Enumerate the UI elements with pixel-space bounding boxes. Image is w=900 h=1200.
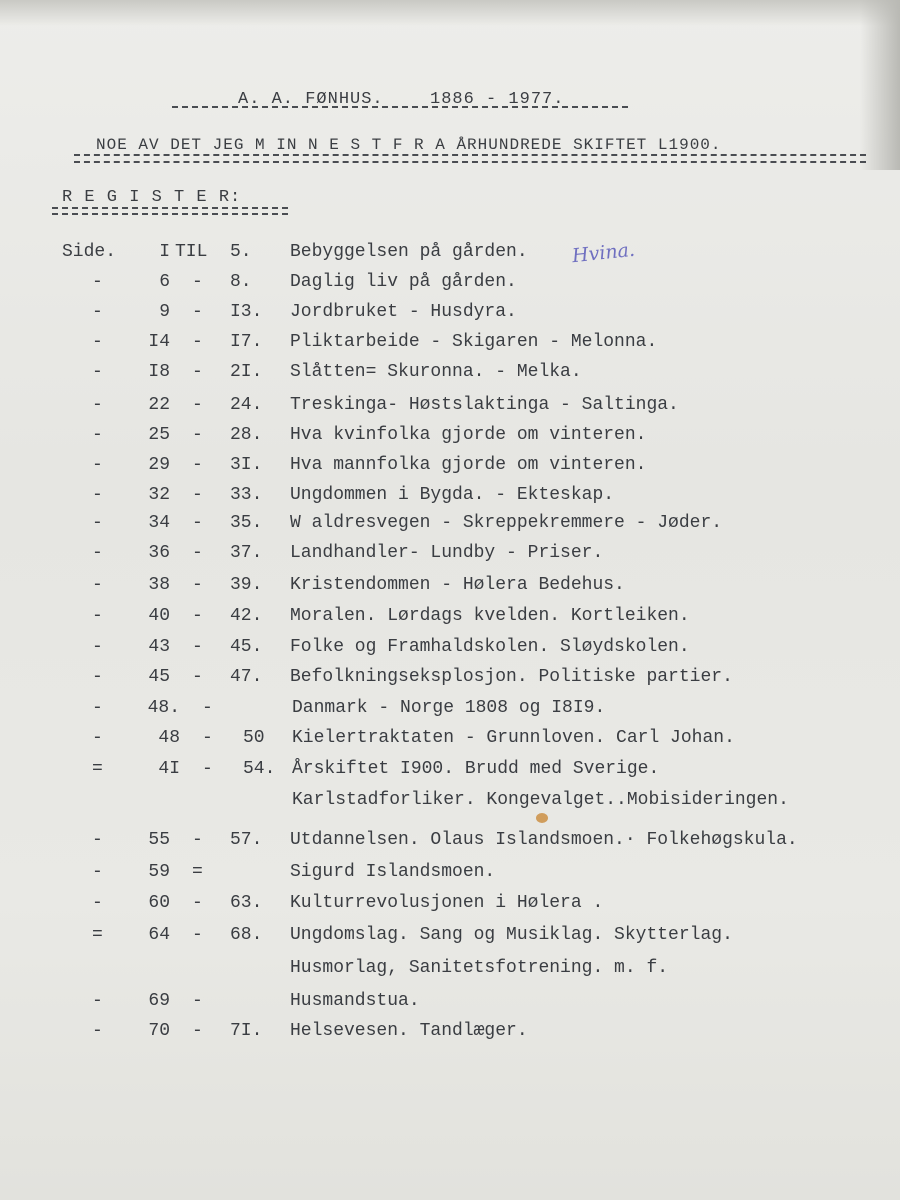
entry-from-page: 70	[148, 1021, 170, 1041]
entry-topic: Hva mannfolka gjorde om vinteren.	[290, 455, 647, 475]
entry-topic: Ungdommen i Bygda. - Ekteskap.	[290, 485, 615, 505]
entry-to-page: 50	[243, 728, 265, 748]
entry-to-page: 63.	[230, 893, 263, 913]
entry-separator: -	[202, 728, 213, 748]
register-entry	[0, 637, 900, 667]
entry-topic: Hva kvinfolka gjorde om vinteren.	[290, 425, 647, 445]
entry-prefix: -	[92, 513, 103, 533]
register-entry	[0, 332, 900, 362]
register-entry	[0, 1021, 900, 1051]
register-entry	[0, 575, 900, 605]
entry-to-page: 35.	[230, 513, 263, 533]
entry-prefix: -	[92, 455, 103, 475]
entry-topic: Folke og Framhaldskolen. Sløydskolen.	[290, 637, 690, 657]
entry-prefix: -	[92, 1021, 103, 1041]
entry-prefix: =	[92, 925, 103, 945]
entry-prefix: -	[92, 893, 103, 913]
entry-separator: -	[192, 606, 203, 626]
entry-from-page: I8	[148, 362, 170, 382]
register-entry	[0, 362, 900, 392]
entry-prefix: =	[92, 759, 103, 779]
entry-topic: Kulturrevolusjonen i Hølera .	[290, 893, 604, 913]
entry-separator: -	[192, 830, 203, 850]
entry-from-page: 29	[148, 455, 170, 475]
register-underline-double	[52, 213, 288, 215]
register-entry	[0, 302, 900, 332]
entry-separator: -	[192, 637, 203, 657]
register-underline	[52, 207, 288, 209]
register-entry	[0, 698, 900, 728]
entry-to-page: 7I.	[230, 1021, 263, 1041]
entry-separator: -	[192, 667, 203, 687]
entry-to-page: I3.	[230, 302, 263, 322]
entry-from-page: 43	[148, 637, 170, 657]
register-entry	[0, 893, 900, 923]
entry-topic: Landhandler- Lundby - Priser.	[290, 543, 604, 563]
entry-from-page: 25	[148, 425, 170, 445]
entry-topic: Befolkningseksplosjon. Politiske partier.	[290, 667, 733, 687]
register-entry	[0, 543, 900, 573]
register-entry	[0, 925, 900, 955]
header-underline-1	[172, 106, 628, 108]
entry-from-page: 69	[148, 991, 170, 1011]
entry-separator: -	[192, 925, 203, 945]
entry-prefix: -	[92, 991, 103, 1011]
page-shadow-right	[860, 0, 900, 170]
entry-topic: Treskinga- Høstslaktinga - Saltinga.	[290, 395, 679, 415]
entry-from-page: 4I	[158, 759, 180, 779]
entry-to-page: 8.	[230, 272, 252, 292]
entry-prefix: -	[92, 667, 103, 687]
register-entry	[0, 991, 900, 1021]
entry-topic: Ungdomslag. Sang og Musiklag. Skytterlag.	[290, 925, 733, 945]
entry-prefix: -	[92, 862, 103, 882]
entry-from-page: 55	[148, 830, 170, 850]
register-entry	[0, 242, 900, 272]
entry-topic: Sigurd Islandsmoen.	[290, 862, 496, 882]
entry-from-page: 40	[148, 606, 170, 626]
entry-prefix: Side.	[62, 242, 117, 262]
entry-topic: Danmark - Norge 1808 og I8I9.	[292, 698, 606, 718]
entry-separator: =	[192, 862, 203, 882]
entry-to-page: 57.	[230, 830, 263, 850]
handwritten-note: Hvina.	[571, 238, 636, 268]
entry-prefix: -	[92, 606, 103, 626]
entry-separator: -	[202, 759, 213, 779]
entry-prefix: -	[92, 302, 103, 322]
entry-to-page: I7.	[230, 332, 263, 352]
entry-separator: -	[192, 455, 203, 475]
entry-from-page: 38	[148, 575, 170, 595]
entry-prefix: -	[92, 830, 103, 850]
entry-to-page: 54.	[243, 759, 276, 779]
entry-from-page: 22	[148, 395, 170, 415]
entry-to-page: 28.	[230, 425, 263, 445]
entry-separator: -	[192, 485, 203, 505]
register-entry	[0, 513, 900, 543]
register-entry	[0, 759, 900, 789]
entry-from-page: I4	[148, 332, 170, 352]
register-entry	[0, 728, 900, 758]
entry-separator: -	[192, 991, 203, 1011]
entry-prefix: -	[92, 362, 103, 382]
entry-from-page: 45	[148, 667, 170, 687]
register-heading: R E G I S T E R:	[62, 188, 242, 207]
entry-topic: Kielertraktaten - Grunnloven. Carl Johan.	[292, 728, 735, 748]
entry-from-page: 6	[159, 272, 170, 292]
entry-separator: -	[192, 1021, 203, 1041]
entry-topic: Helsevesen. Tandlæger.	[290, 1021, 528, 1041]
author-name: A. A. FØNHUS.	[238, 90, 384, 109]
entry-topic: Karlstadforliker. Kongevalget..Mobisideringen.	[292, 790, 789, 810]
entry-prefix: -	[92, 728, 103, 748]
entry-separator: -	[192, 513, 203, 533]
entry-prefix: -	[92, 575, 103, 595]
entry-topic: Kristendommen - Hølera Bedehus.	[290, 575, 625, 595]
entry-topic: Slåtten= Skuronna. - Melka.	[290, 362, 582, 382]
entry-topic: Daglig liv på gården.	[290, 272, 517, 292]
entry-separator: -	[192, 425, 203, 445]
entry-topic: Moralen. Lørdags kvelden. Kortleiken.	[290, 606, 690, 626]
entry-prefix: -	[92, 698, 103, 718]
entry-topic: Utdannelsen. Olaus Islandsmoen.· Folkehøgskula.	[290, 830, 798, 850]
entry-from-page: 60	[148, 893, 170, 913]
entry-prefix: -	[92, 425, 103, 445]
entry-to-page: 5.	[230, 242, 252, 262]
entry-to-page: 3I.	[230, 455, 263, 475]
entry-separator: -	[192, 575, 203, 595]
register-entry	[0, 425, 900, 455]
entry-to-page: 2I.	[230, 362, 263, 382]
entry-from-page: I	[159, 242, 170, 262]
register-entry	[0, 395, 900, 425]
register-entry	[0, 958, 900, 988]
document-title: NOE AV DET JEG M IN N E S T F R A ÅRHUNDREDE SKIFTET L1900.	[96, 136, 722, 154]
entry-separator: -	[192, 893, 203, 913]
entry-topic: Jordbruket - Husdyra.	[290, 302, 517, 322]
entry-from-page: 36	[148, 543, 170, 563]
entry-topic: W aldresvegen - Skreppekremmere - Jøder.	[290, 513, 723, 533]
entry-to-page: 33.	[230, 485, 263, 505]
entry-to-page: 39.	[230, 575, 263, 595]
title-underline	[74, 154, 866, 156]
entry-to-page: 24.	[230, 395, 263, 415]
entry-separator: -	[192, 332, 203, 352]
entry-separator: -	[192, 272, 203, 292]
entry-topic: Husmandstua.	[290, 991, 420, 1011]
page-shadow-top	[0, 0, 900, 26]
entry-separator: -	[192, 302, 203, 322]
entry-to-page: 45.	[230, 637, 263, 657]
entry-prefix: -	[92, 395, 103, 415]
entry-topic: Årskiftet I900. Brudd med Sverige.	[292, 759, 660, 779]
register-entry	[0, 790, 900, 820]
register-entry	[0, 455, 900, 485]
entry-prefix: -	[92, 637, 103, 657]
entry-prefix: -	[92, 543, 103, 563]
entry-prefix: -	[92, 272, 103, 292]
entry-prefix: -	[92, 332, 103, 352]
entry-to-page: 47.	[230, 667, 263, 687]
register-entry	[0, 830, 900, 860]
entry-from-page: 59	[148, 862, 170, 882]
entry-topic: Husmorlag, Sanitetsfotrening. m. f.	[290, 958, 669, 978]
entry-separator: -	[202, 698, 213, 718]
entry-from-page: 48	[158, 728, 180, 748]
entry-from-page: 32	[148, 485, 170, 505]
entry-to-page: 37.	[230, 543, 263, 563]
register-entry	[0, 485, 900, 515]
entry-separator: -	[192, 362, 203, 382]
entry-separator: -	[192, 395, 203, 415]
entry-prefix: -	[92, 485, 103, 505]
entry-from-page: 9	[159, 302, 170, 322]
author-years: 1886 - 1977.	[430, 90, 565, 109]
register-entry	[0, 667, 900, 697]
entry-separator: -	[192, 543, 203, 563]
entry-to-page: 42.	[230, 606, 263, 626]
entry-from-page: 64	[148, 925, 170, 945]
register-entry	[0, 272, 900, 302]
entry-topic: Bebyggelsen på gården.	[290, 242, 528, 262]
entry-separator: TIL	[175, 242, 208, 262]
register-entry	[0, 862, 900, 892]
entry-from-page: 48.	[147, 698, 180, 718]
entry-topic: Pliktarbeide - Skigaren - Melonna.	[290, 332, 658, 352]
register-entry	[0, 606, 900, 636]
entry-from-page: 34	[148, 513, 170, 533]
entry-to-page: 68.	[230, 925, 263, 945]
title-underline-double	[74, 161, 866, 163]
